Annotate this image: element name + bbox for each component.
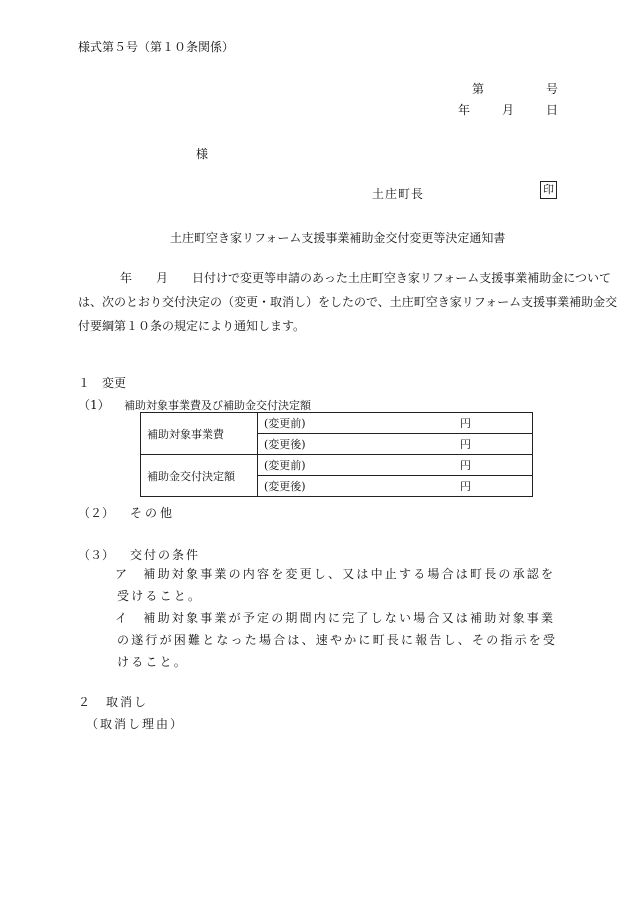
condition-item-i xyxy=(115,607,558,673)
document-title: 土庄町空き家リフォーム支援事業補助金交付変更等決定通知書 xyxy=(170,231,506,245)
table-row xyxy=(141,455,533,476)
amount-unit-cell: 円 xyxy=(360,476,533,497)
category-cell: 補助金交付決定額 xyxy=(141,455,258,497)
section2-heading: ２ 取消し xyxy=(78,695,149,709)
section1-heading: １ 変更 xyxy=(78,376,127,390)
date-month: 月 xyxy=(502,103,515,117)
sub1-label: （1） xyxy=(78,398,110,412)
status-cell: (変更後) xyxy=(258,434,361,455)
condition-line: ア 補助対象事業の内容を変更し、又は中止する場合は町長の承認を xyxy=(115,567,556,581)
sub2-text: その他 xyxy=(130,506,176,520)
date-day: 日 xyxy=(546,103,559,117)
condition-item-a xyxy=(115,563,555,607)
body-line: 付要綱第１０条の規定により通知します。 xyxy=(78,319,306,333)
amount-unit-cell: 円 xyxy=(360,455,533,476)
date-year: 年 xyxy=(458,103,471,117)
sub2-label: （２） xyxy=(78,506,115,520)
seal-box: 印 xyxy=(540,181,557,199)
condition-line: 受けること。 xyxy=(117,589,203,603)
condition-line: イ 補助対象事業が予定の期間内に完了しない場合又は補助対象事業 xyxy=(115,611,556,625)
cancel-reason-label: （取消し理由） xyxy=(86,717,185,731)
table-row xyxy=(141,413,533,434)
amount-unit-cell: 円 xyxy=(360,434,533,455)
condition-line: の遂行が困難となった場合は、速やかに町長に報告し、その指示を受 xyxy=(117,633,558,647)
status-cell: (変更前) xyxy=(258,455,361,476)
form-number: 様式第５号（第１０条関係） xyxy=(78,40,235,54)
category-cell: 補助対象事業費 xyxy=(141,413,258,455)
amount-unit-cell: 円 xyxy=(360,413,533,434)
body-line: 年 月 日付けで変更等申請のあった土庄町空き家リフォーム支援事業補助金について xyxy=(120,271,612,285)
body-line: は、次のとおり交付決定の（変更・取消し）をしたので、土庄町空き家リフォーム支援事業補助金交 xyxy=(78,295,618,309)
condition-line: けること。 xyxy=(117,655,189,669)
doc-number-suffix: 号 xyxy=(546,82,559,96)
body-paragraph xyxy=(78,266,618,338)
status-cell: (変更前) xyxy=(258,413,361,434)
issuer: 土庄町長 xyxy=(372,187,425,201)
doc-number-prefix: 第 xyxy=(472,82,485,96)
addressee-suffix: 様 xyxy=(196,147,209,161)
sub3-label: （３） xyxy=(78,548,115,562)
sub3-text: 交付の条件 xyxy=(130,548,201,562)
sub1-text: 補助対象事業費及び補助金交付決定額 xyxy=(124,399,311,412)
status-cell: (変更後) xyxy=(258,476,361,497)
amounts-table xyxy=(140,412,533,497)
